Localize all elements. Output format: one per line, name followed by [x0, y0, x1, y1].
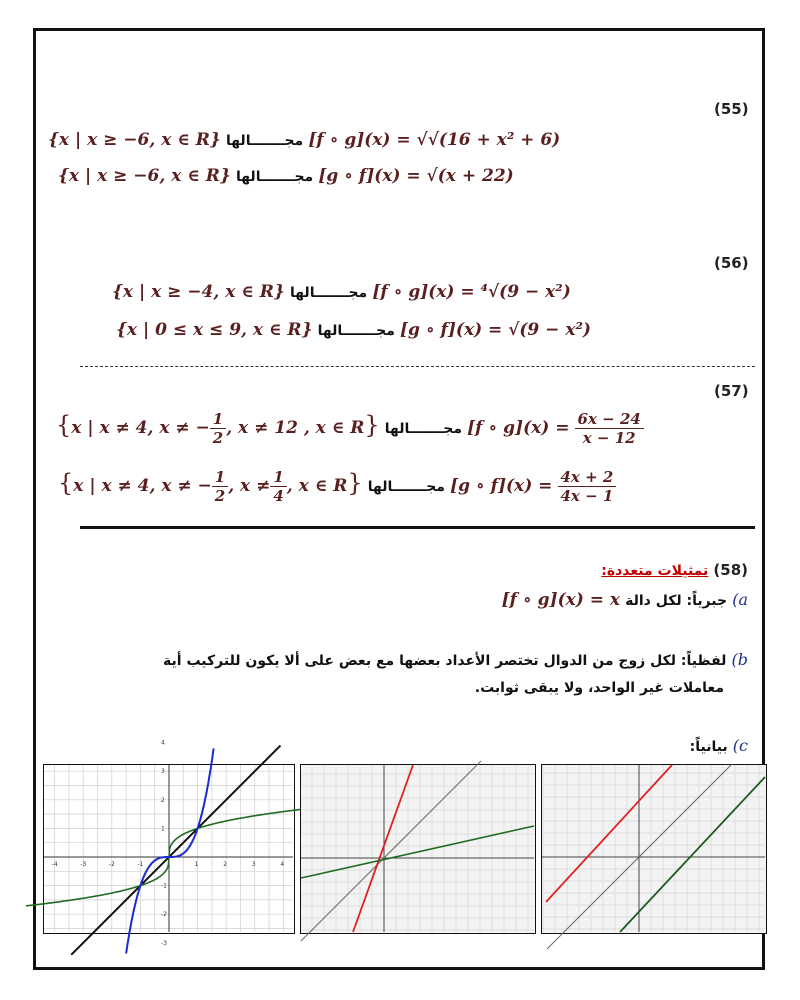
problem-56-line2: [116, 320, 591, 340]
composition-gf: [g ∘ f](x) =: [450, 476, 553, 496]
composition-fg: [f ∘ g](x) =: [467, 418, 570, 438]
identity-line: [301, 761, 481, 941]
steep-line: [353, 765, 413, 932]
x-tick-label: 2: [223, 861, 228, 868]
y-tick-label: -2: [161, 911, 167, 919]
dashed-divider: [80, 366, 755, 367]
y-tick-label: 1: [161, 825, 165, 833]
part-b-label: b): [731, 650, 748, 669]
y-tick-label: 2: [161, 796, 165, 804]
problem-55-number: (55): [714, 100, 749, 118]
part-a-text: جبرياً: لكل دالة: [625, 593, 728, 609]
problem-56-number: (56): [714, 254, 749, 272]
part-c-text: بيانياً:: [689, 739, 728, 755]
composition-fg: [f ∘ g](x) = √√(16 + x² + 6): [308, 130, 561, 150]
shifted-up-line: [546, 765, 672, 902]
y-tick-label: 3: [161, 768, 165, 776]
domain-set: {x | x ≥ −4, x ∈ R}: [112, 282, 285, 302]
x-tick-label: -2: [108, 861, 115, 868]
composition-gf: [g ∘ f](x) = √(x + 22): [318, 166, 514, 186]
domain-set: {x | x ≥ −6, x ∈ R}: [48, 130, 221, 150]
graph-3-svg: [542, 765, 765, 932]
graph-2-svg: [301, 765, 534, 932]
problem-57-line1: {x | x ≠ 4, x ≠ − $\frac{1}{2}$ , x ≠ 12 , x ∈ R} مجـــــــالها [f ∘ g](x) = $\frac{6x - 24}{x - 12}$: [56, 410, 644, 447]
domain-word: مجـــــــالها: [317, 323, 395, 339]
graph-3: [541, 764, 767, 934]
graph-1: [43, 739, 295, 947]
x-tick-label: -1: [137, 861, 144, 868]
domain-word: مجـــــــالها: [367, 479, 445, 495]
x-tick-label: -4: [51, 861, 58, 868]
x-tick-label: -3: [80, 861, 87, 868]
problem-55-line2: [58, 166, 514, 186]
x-tick-label: 4: [280, 861, 285, 868]
gf-fraction: $\frac{4x + 2}{4x - 1}$: [558, 468, 617, 505]
solid-divider: [80, 526, 755, 529]
problem-58-title: تمثيلات متعددة:: [601, 563, 709, 579]
part-c-label: c): [732, 736, 748, 755]
problem-58-number: (58): [713, 561, 748, 579]
domain-word: مجـــــــالها: [289, 285, 368, 301]
part-a-label: a): [732, 590, 748, 609]
x-tick-label: 3: [251, 861, 256, 868]
part-a: [502, 590, 748, 610]
composition-fg: [f ∘ g](x) = ⁴√(9 − x²): [372, 282, 571, 302]
graph-2: [300, 764, 536, 934]
identity-line: [71, 746, 280, 955]
problem-57-number: (57): [714, 382, 749, 400]
problem-55-line1: [48, 130, 560, 150]
problem-57-line2: {x | x ≠ 4, x ≠ − $\frac{1}{2}$ , x ≠ $\frac{1}{4}$ , x ∈ R} مجـــــــالها [g ∘ f](x) = $\frac{4x + 2}{4x - 1}$: [58, 468, 616, 505]
domain-set: {x | x ≥ −6, x ∈ R}: [58, 166, 231, 186]
domain-word: مجـــــــالها: [235, 169, 314, 185]
domain-set: {x | 0 ≤ x ≤ 9, x ∈ R}: [116, 320, 313, 340]
part-c: [690, 736, 748, 755]
part-a-math: [f ∘ g](x) = x: [501, 590, 621, 610]
composition-gf: [g ∘ f](x) = √(9 − x²): [399, 320, 591, 340]
domain-word: مجـــــــالها: [225, 133, 304, 149]
domain-word: مجـــــــالها: [384, 421, 463, 437]
problem-56-line1: [112, 282, 571, 302]
fg-fraction: $\frac{6x - 24}{x - 12}$: [575, 410, 644, 447]
y-tick-label: 4: [161, 739, 165, 747]
part-b-text-line2: معاملات غير الواحد، ولا يبقى ثوابت.: [474, 680, 724, 696]
graph-1-svg: [44, 739, 293, 947]
part-b: [163, 650, 748, 669]
problem-58-header: [601, 560, 748, 579]
y-tick-label: -3: [161, 939, 167, 947]
x-tick-label: 1: [194, 861, 199, 868]
y-tick-label: -1: [161, 882, 167, 890]
part-b-text-line1: لفظياً: لكل زوج من الدوال تختصر الأعداد بعضها مع بعض على ألا يكون للتركيب أية: [163, 653, 727, 669]
